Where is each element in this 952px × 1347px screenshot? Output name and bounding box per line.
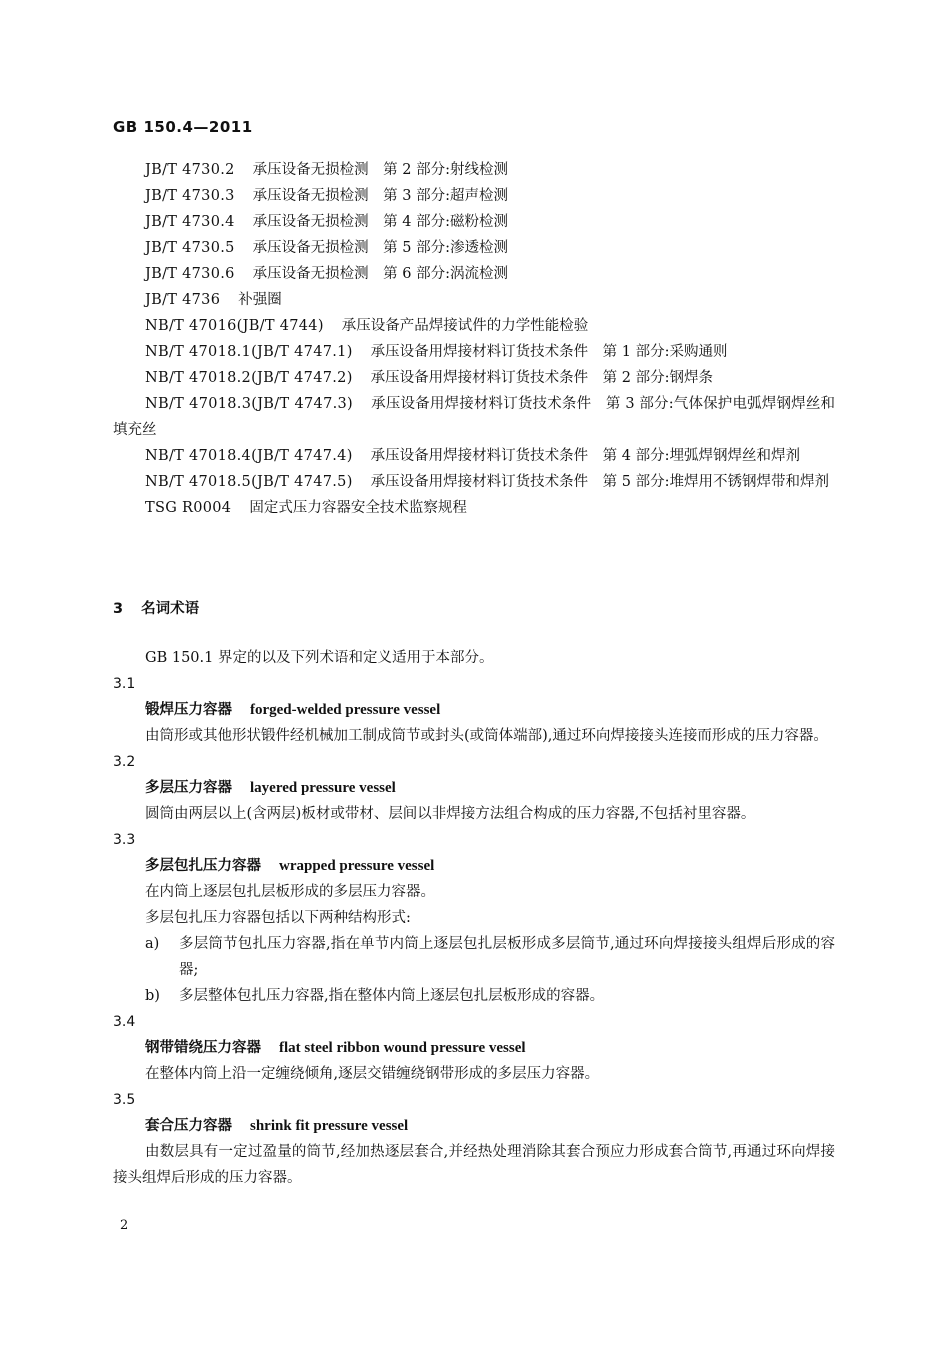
reference-item (113, 339, 835, 365)
reference-title: 承压设备用焊接材料订货技术条件 第 2 部分:钢焊条 (370, 370, 713, 386)
reference-title: 承压设备用焊接材料订货技术条件 第 3 部分:气体保护电弧焊钢焊丝和填充丝 (113, 396, 835, 438)
reference-item (113, 391, 835, 443)
reference-title: 承压设备用焊接材料订货技术条件 第 1 部分:采购通则 (370, 344, 728, 360)
reference-title: 承压设备用焊接材料订货技术条件 第 5 部分:堆焊用不锈钢焊带和焊剂 (370, 474, 829, 490)
reference-title: 承压设备无损检测 第 2 部分:射线检测 (252, 162, 508, 178)
normative-references-list (113, 157, 835, 521)
reference-code: NB/T 47018.1(JB/T 4747.1) (145, 344, 353, 360)
term-chinese: 套合压力容器 (145, 1118, 232, 1134)
reference-item (113, 287, 835, 313)
reference-title: 承压设备无损检测 第 3 部分:超声检测 (252, 188, 508, 204)
section-number: 3 (113, 601, 124, 617)
term-english: shrink fit pressure vessel (250, 1118, 409, 1134)
reference-code: JB/T 4730.3 (145, 188, 235, 204)
term-heading (113, 853, 835, 879)
term-english: layered pressure vessel (250, 780, 396, 796)
list-marker: b) (145, 988, 160, 1004)
reference-code: JB/T 4730.5 (145, 240, 235, 256)
reference-code: NB/T 47018.5(JB/T 4747.5) (145, 474, 353, 490)
reference-item (113, 365, 835, 391)
term-number: 3.3 (113, 832, 136, 848)
term-definition: 圆筒由两层以上(含两层)板材或带材、层间以非焊接方法组合构成的压力容器,不包括衬里容器。 (145, 806, 756, 822)
reference-item (113, 183, 835, 209)
term-number: 3.2 (113, 754, 136, 770)
term-number: 3.1 (113, 676, 136, 692)
reference-title: 承压设备无损检测 第 6 部分:涡流检测 (252, 266, 508, 282)
term-number: 3.5 (113, 1092, 136, 1108)
list-text: 多层筒节包扎压力容器,指在单节内筒上逐层包扎层板形成多层筒节,通过环向焊接接头组焊后形成的容器; (179, 936, 835, 978)
list-item (113, 983, 835, 1009)
term-heading (113, 775, 835, 801)
section-heading (113, 597, 199, 618)
term-heading (113, 1113, 835, 1139)
reference-code: NB/T 47018.4(JB/T 4747.4) (145, 448, 353, 464)
reference-item (113, 495, 835, 521)
list-item (113, 931, 835, 983)
reference-code: JB/T 4730.2 (145, 162, 235, 178)
reference-title: 固定式压力容器安全技术监察规程 (249, 500, 467, 516)
reference-code: NB/T 47018.2(JB/T 4747.2) (145, 370, 353, 386)
list-text: 多层整体包扎压力容器,指在整体内筒上逐层包扎层板形成的容器。 (179, 988, 605, 1004)
section-intro: GB 150.1 界定的以及下列术语和定义适用于本部分。 (145, 650, 494, 666)
reference-code: TSG R0004 (145, 500, 232, 516)
reference-title: 承压设备产品焊接试件的力学性能检验 (341, 318, 589, 334)
term-chinese: 锻焊压力容器 (145, 702, 232, 718)
reference-code: JB/T 4736 (145, 292, 221, 308)
term-chinese: 多层包扎压力容器 (145, 858, 261, 874)
reference-title: 补强圈 (238, 292, 282, 308)
section-body (113, 645, 835, 1191)
reference-title: 承压设备无损检测 第 5 部分:渗透检测 (252, 240, 508, 256)
term-definition: 在整体内筒上沿一定缠绕倾角,逐层交错缠绕钢带形成的多层压力容器。 (145, 1066, 600, 1082)
term-heading (113, 697, 835, 723)
term-definition: 由数层具有一定过盈量的筒节,经加热逐层套合,并经热处理消除其套合预应力形成套合筒节,再通过环向焊接接头组焊后形成的压力容器。 (113, 1144, 835, 1186)
term-number: 3.4 (113, 1014, 136, 1030)
reference-title: 承压设备用焊接材料订货技术条件 第 4 部分:埋弧焊钢焊丝和焊剂 (370, 448, 800, 464)
term-english: forged-welded pressure vessel (250, 702, 441, 718)
list-marker: a) (145, 936, 160, 952)
reference-code: NB/T 47016(JB/T 4744) (145, 318, 324, 334)
reference-code: JB/T 4730.4 (145, 214, 235, 230)
term-chinese: 钢带错绕压力容器 (145, 1040, 261, 1056)
reference-title: 承压设备无损检测 第 4 部分:磁粉检测 (252, 214, 508, 230)
term-chinese: 多层压力容器 (145, 780, 232, 796)
reference-item (113, 261, 835, 287)
section-title: 名词术语 (141, 601, 200, 617)
reference-item (113, 209, 835, 235)
reference-item (113, 235, 835, 261)
reference-item (113, 443, 835, 469)
term-definition: 在内筒上逐层包扎层板形成的多层压力容器。 (145, 884, 435, 900)
reference-item (113, 157, 835, 183)
reference-code: JB/T 4730.6 (145, 266, 235, 282)
term-english: wrapped pressure vessel (279, 858, 435, 874)
reference-code: NB/T 47018.3(JB/T 4747.3) (145, 396, 353, 412)
reference-item (113, 469, 835, 495)
reference-item (113, 313, 835, 339)
term-definition: 由筒形或其他形状锻件经机械加工制成筒节或封头(或筒体端部),通过环向焊接接头连接而形成的压力容器。 (145, 728, 828, 744)
term-english: flat steel ribbon wound pressure vessel (279, 1040, 526, 1056)
document-header: GB 150.4—2011 (113, 118, 253, 136)
term-heading (113, 1035, 835, 1061)
page-number: 2 (120, 1218, 129, 1233)
term-definition: 多层包扎压力容器包括以下两种结构形式: (145, 910, 411, 926)
